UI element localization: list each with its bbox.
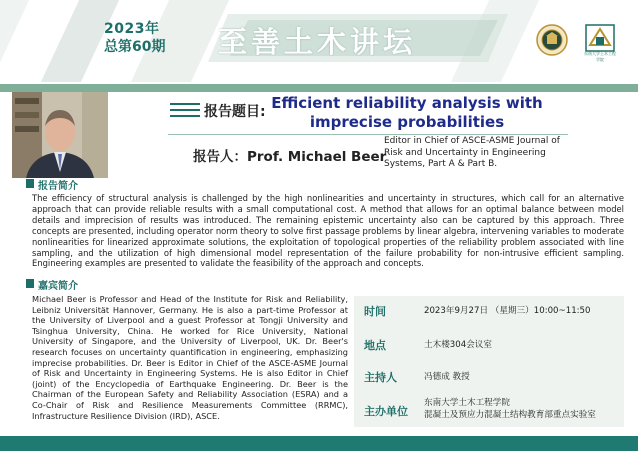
place-value: 土木楼304会议室: [424, 340, 492, 350]
host-label: 主持人: [364, 371, 397, 384]
speaker-role-line3: Systems, Part A & Part B.: [384, 159, 498, 169]
bio-text: Michael Beer is Professor and Head of the Institute for Risk and Reliability, Leibniz Universität Hannover, Germany. He is also a part-time Professor at the University of Liverpool and a guest Professor at Tongji University and Tsinghua University, China. He worked for Rice University, National University of Singapore, and the University of Liverpool, UK. Dr. Beer's research focuses on uncertainty quantification in engineering, emphasizing imprecise probabilities. Dr. Beer is Editor in Chief of the ASCE-ASME Journal of Risk and Uncertainty in Engineering Systems. He is also Editor in Chief (joint) of the Encyclopedia of Earthquake Engineering. Dr. Beer is the Chairman of the European Safety and Reliability Association (ESRA) and a Co-Chair of Risk and Resilience Measurements Committee (RRMC), Infrastructure Resilience Division (IRD), ASCE.: [32, 294, 348, 421]
abstract-text: The efficiency of structural analysis is challenged by the high nonlinearities and uncertainty in structures, which call for an alternative approach that can provide reliable results with a small computational cost. A method that allows for an optimal balance between model details and imprecision of results was introduced. The remaining epistemic uncertainty also can be captured by this approach. Three concepts are presented, including operator norm theory to solve first passage problems by linear algebra, intervening variables to moderate nonlinearities for linearized approximate solutions, the exploitation of topological properties of the reliability problem associated with line sampling, and the utilization of high dimensional model representation of the failure probability for non-intrusive efficient sampling. Engineering examples are presented to validate the feasibility of the approach and concepts.: [32, 193, 624, 269]
speaker-role: [384, 136, 584, 171]
footer-bar: [0, 436, 638, 451]
title-lines-icon: [170, 100, 202, 120]
organizer-value: [424, 397, 596, 421]
department-logo-caption: 东南大学土木工程学院: [584, 51, 616, 62]
speaker-photo: [12, 92, 108, 178]
organizer-line1: 东南大学土木工程学院: [424, 398, 510, 408]
speaker-label: 报告人：: [193, 149, 247, 165]
host-value: 冯德成 教授: [424, 372, 470, 382]
forum-title: 至善土木讲坛: [218, 25, 417, 59]
speaker-role-line1: Editor in Chief of ASCE-ASME Journal of: [384, 136, 560, 146]
university-seal-icon: [536, 24, 568, 56]
speaker-name: Prof. Michael Beer: [247, 149, 387, 165]
talk-title-line2: imprecise probabilities: [309, 113, 505, 131]
issue-number: 总第60期: [104, 39, 166, 55]
bio-heading-text: 嘉宾简介: [38, 281, 78, 292]
abstract-heading-text: 报告简介: [38, 181, 78, 192]
issue-year: 2023年: [104, 21, 160, 37]
talk-title-line1: Efficient reliability analysis with: [271, 94, 543, 112]
organizer-label: 主办单位: [364, 405, 408, 418]
organizer-line2: 混凝土及预应力混凝土结构教育部重点实验室: [424, 410, 596, 420]
time-value: 2023年9月27日 （星期三）10:00~11:50: [424, 306, 591, 316]
divider-bar: [0, 84, 638, 92]
section-marker-icon: [26, 279, 34, 288]
talk-title: [262, 94, 552, 132]
section-marker-icon: [26, 179, 34, 188]
place-label: 地点: [364, 339, 386, 352]
title-label: 报告题目:: [204, 104, 266, 120]
speaker-role-line2: Risk and Uncertainty in Engineering: [384, 147, 546, 158]
speaker: [193, 145, 386, 165]
title-separator: [168, 134, 568, 135]
time-label: 时间: [364, 305, 386, 318]
